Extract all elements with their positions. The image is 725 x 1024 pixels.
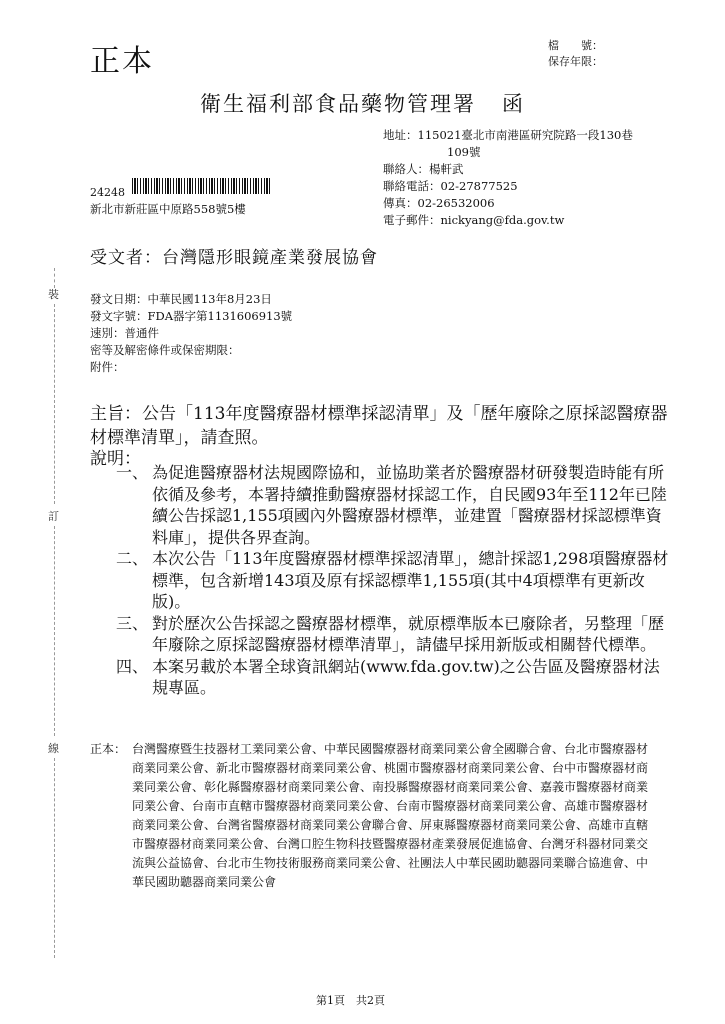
item-text: 對於歷次公告採認之醫療器材標準，就原標準版本已廢除者，另整理「歷年廢除之原採認醫療器材標準清單」，請儘早採用新版或相關替代標準。 [152,613,665,654]
item-number: 三、 [115,613,148,633]
contact-fax: 傳真：02-26532006 [383,196,495,210]
item-number: 四、 [115,656,148,676]
carbon-copy-list [90,740,650,892]
contact-email: 電子郵件：nickyang@fda.gov.tw [383,213,565,227]
issue-meta [90,291,292,376]
address-line-2: 109號 [447,145,481,159]
subject-label: 主旨： [90,404,141,424]
item-text: 本次公告「113年度醫療器材標準採認清單」，總計採認1,298項醫療器材標準，包含新增143項及原有採認標準1,155項(其中4項標準有更新改版)。 [152,549,669,611]
binding-dash-line [54,758,55,958]
archive-info [548,38,603,70]
file-number: 檔 號： [548,39,603,52]
explanation-item [90,462,670,548]
binding-dash-line [54,268,55,288]
item-number: 二、 [115,549,148,568]
cc-label: 正本： [90,742,127,756]
address-line-1: 地址：115021臺北市南港區研究院路一段130巷 [383,128,633,142]
issue-date: 發文日期：中華民國113年8月23日 [90,292,272,306]
attachments: 附件： [90,360,125,374]
agency-name: 衛生福利部食品藥物管理署 [200,92,476,116]
binding-mark: 裝 [48,288,59,301]
binding-dash-line [54,304,55,504]
postal-barcode [132,178,272,194]
mailing-address: 新北市新莊區中原路558號5樓 [90,202,246,216]
item-text: 本案另載於本署全球資訊網站(www.fda.gov.tw)之公告區及醫療器材法規專區。 [152,656,660,697]
item-text: 為促進醫療器材法規國際協和，並協助業者於醫療器材研發製造時能有所依循及參考，本署持續推動醫療器材採認工作，自民國93年至112年已陸續公告採認1,155項國內外醫療器材標準，並建置「醫療器材採認標準資料庫」，提供各界查詢。 [152,463,667,547]
retention-period: 保存年限： [548,55,603,68]
original-copy-mark: 正本 [90,44,154,79]
page-indicator: 第1頁 共2頁 [316,994,385,1007]
issue-number: 發文字號：FDA器字第1131606913號 [90,309,293,323]
cc-recipients: 台灣醫療暨生技器材工業同業公會、中華民國醫療器材商業同業公會全國聯合會、台北市醫療器材商業同業公會、新北市醫療器材商業同業公會、桃園市醫療器材商業同業公會、台中市醫療器材商業同業公會、彰化縣醫療器材商業同業公會、南投縣醫療器材商業同業公會、嘉義市醫療器材商業同業公會、台南市直轄市醫療器材商業同業公會、台南市醫療器材商業同業公會、高雄市醫療器材商業同業公會、台灣省醫療器材商業同業公會聯合會、屏東縣醫療器材商業同業公會、高雄市直轄市醫療器材商業同業公會、台灣口腔生物科技暨醫療器材產業發展促進協會、台灣牙科器材同業交流與公益協會、台北市生物技術服務商業同業公會、社團法人中華民國助聽器同業聯合協進會、中華民國助聽器商業同業公會 [132,742,649,889]
agency-header [200,88,525,118]
cut-line-mark: 線 [48,742,59,755]
secrecy-level: 密等及解密條件或保密期限： [90,343,240,357]
staple-mark: 訂 [48,510,59,523]
explanation-items [90,462,670,699]
contact-phone: 聯絡電話：02-27877525 [383,179,518,193]
contact-block [383,127,633,229]
delivery-speed: 速別：普通件 [90,326,159,340]
explanation-item [90,548,670,613]
explanation-label: 說明： [90,449,141,469]
document-kind: 函 [502,92,525,116]
explanation-item [90,613,670,656]
contact-person: 聯絡人：楊軒武 [383,162,464,176]
item-number: 一、 [115,463,148,482]
subject-text: 公告「113年度醫療器材標準採認清單」及「歷年廢除之原採認醫療器材標準清單」，請查照。 [90,404,668,448]
explanation-item [90,656,670,699]
mailing-zip: 24248 [90,186,125,199]
recipient: 受文者：台灣隱形眼鏡產業發展協會 [90,248,378,268]
binding-dash-line [54,526,55,736]
subject [90,402,670,450]
